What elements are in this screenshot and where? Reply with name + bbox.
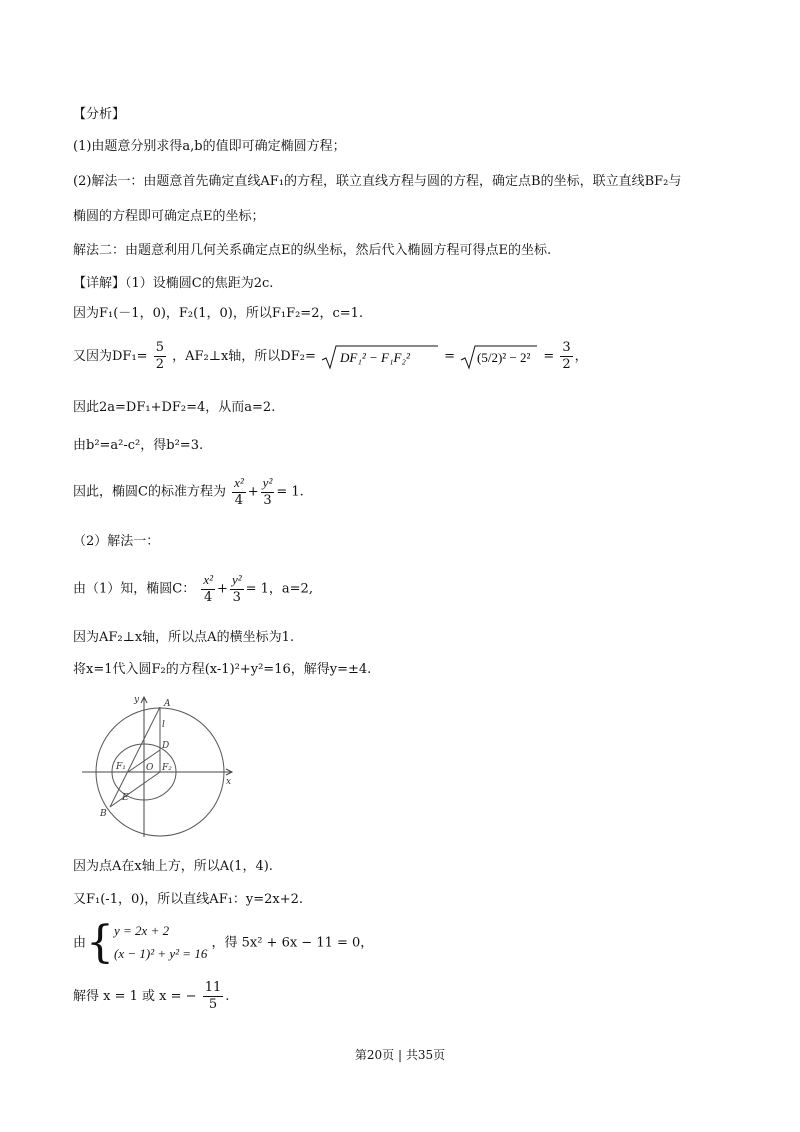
detail-intro-line [73, 274, 273, 294]
detail-line-1: 因为F₁(－1，0)，F₂(1，0)，所以F₁F₂=2，c=1. [73, 306, 364, 321]
label-l: l [162, 720, 165, 730]
label-d: D [162, 741, 170, 751]
detail-heading: 【详解】 [73, 276, 126, 291]
ellipse-frac-x: $\frac{\text{x²}}{4}$ [234, 475, 244, 508]
label-b: B [100, 809, 107, 819]
page-footer: 第20页 | 共35页 [354, 1048, 446, 1062]
analysis-line-3: 解法二：由题意利用几何关系确定点E的纵坐标，然后代入椭圆方程可得点E的坐标. [73, 243, 552, 258]
detail-line-10: 又F₁(-1，0)，所以直线AF₁：y=2x+2. [73, 892, 304, 907]
analysis-line-1: (1)由题意分别求得a,b的值即可确定椭圆方程； [73, 139, 346, 154]
analysis-line-2: (2)解法一：由题意首先确定直线AF₁的方程，联立直线方程与圆的方程，确定点B的坐标，联立直线BF₂与 [73, 174, 682, 189]
detail-line-9: 因为点A在x轴上方，所以A(1，4). [73, 859, 273, 874]
line6-a: 由（1）知，椭圆C： [73, 581, 196, 597]
line-bf2 [110, 772, 160, 807]
ellipse-frac-y-2: $\frac{\text{y²}}{3}$ [231, 572, 242, 605]
radical-1-text: DF₁² − F₁F₂² [340, 349, 410, 365]
label-e: E [122, 793, 129, 803]
label-f2: F₂ [162, 763, 172, 773]
radical-1 [320, 344, 440, 370]
analysis-heading: 【分析】 [73, 107, 126, 122]
part2-heading: （2）解法一： [73, 534, 160, 549]
detail-line-2: 又因为DF₁= $\frac{5}{2}$ ，AF₂⊥x轴，所以DF₂= DF₁² − F₁F₂² = (5/2)² − 2² = $\frac{3}{2}$ ， [73, 340, 588, 372]
detail-intro: （1）设椭圆C的焦距为2c. [125, 276, 274, 291]
detail-line-5: 因此，椭圆C的标准方程为 $\frac{\text{x²}}{4}$ + $\frac{\text{y²}}{3}$ = 1. [73, 475, 304, 508]
detail-line-6: 由（1）知，椭圆C： $\frac{\text{x²}}{4}$ + $\frac{\text{y²}}{3}$ = 1，a=2, [73, 572, 313, 605]
label-x: x [226, 777, 232, 787]
fraction-5-2: $\frac{5}{2}$ [155, 340, 164, 372]
detail-line-3: 因此2a=DF₁+DF₂=4，从而a=2. [73, 400, 276, 415]
radical-2 [459, 344, 539, 370]
line2-d: = [543, 349, 555, 364]
detail-line-12: 解得 x = 1 或 x = − $\frac{11}{5}$ . [73, 980, 230, 1012]
label-y: y [134, 695, 140, 705]
ellipse-frac-y: $\frac{\text{y²}}{3}$ [262, 475, 273, 508]
label-o: O [146, 763, 154, 773]
detail-line-7: 因为AF₂⊥x轴，所以点A的横坐标为1. [73, 630, 294, 645]
ellipse-frac-x-2: $\frac{\text{x²}}{4}$ [203, 572, 214, 605]
system-eq-1: y = 2x + 2 [114, 923, 170, 938]
equation-system [114, 920, 207, 966]
line12-a: 解得 x = 1 或 x = − [73, 989, 197, 1004]
line6-b: ，a=2, [268, 581, 313, 597]
system-result: ，得 5x² + 6x − 11 = 0， [211, 935, 374, 951]
radical-2-text: (5/2)² − 2² [477, 349, 531, 365]
geometry-figure [82, 692, 242, 842]
analysis-line-2b: 椭圆的方程即可确定点E的坐标； [73, 209, 265, 224]
system-eq-2: (x − 1)² + y² = 16 [114, 946, 208, 961]
fraction-11-5: $\frac{11}{5}$ [204, 980, 222, 1012]
detail-line-8: 将x=1代入圆F₂的方程(x-1)²+y²=16，解得y=±4. [73, 662, 372, 677]
label-a: A [164, 699, 171, 709]
fraction-3-2: $\frac{3}{2}$ [562, 340, 571, 372]
line2-a: 又因为DF₁= [73, 349, 148, 364]
brace: { [86, 917, 115, 968]
detail-line-11 [73, 917, 374, 968]
system-prefix: 由 [73, 935, 87, 951]
label-f1: F₁ [116, 762, 126, 772]
line2-c: = [444, 349, 456, 364]
detail-line-4: 由b²=a²-c²，得b²=3. [73, 438, 204, 453]
line5-a: 因此，椭圆C的标准方程为 [73, 484, 226, 500]
line2-b: ，AF₂⊥x轴，所以DF₂= [172, 349, 316, 364]
